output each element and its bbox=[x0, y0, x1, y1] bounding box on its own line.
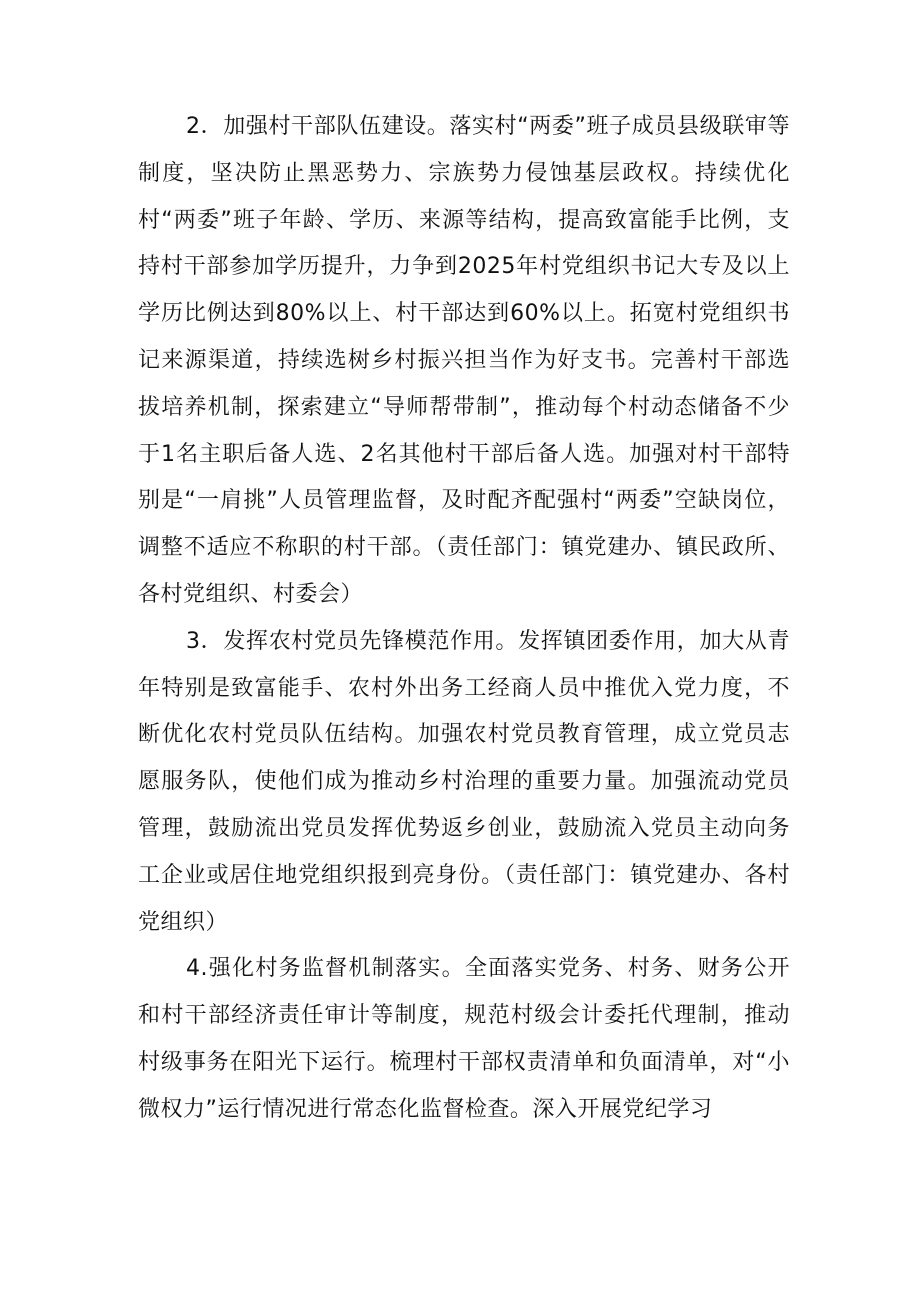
document-body bbox=[138, 104, 790, 1134]
paragraph-4: 4.强化村务监督机制落实。全面落实党务、村务、财务公开和村干部经济责任审计等制度，规范村级会计委托代理制，推动村级事务在阳光下运行。梳理村干部权责清单和负面清单，对“小微权力”运行情况进行常态化监督检查。深入开展党纪学习 bbox=[138, 956, 790, 1122]
paragraph-2: 2．加强村干部队伍建设。落实村“两委”班子成员县级联审等制度，坚决防止黑恶势力、宗族势力侵蚀基层政权。持续优化村“两委”班子年龄、学历、来源等结构，提高致富能手比例，支持村干部参加学历提升，力争到2025年村党组织书记大专及以上学历比例达到80%以上、村干部达到60%以上。拓宽村党组织书记来源渠道，持续选树乡村振兴担当作为好支书。完善村干部选拔培养机制，探索建立“导师帮带制”，推动每个村动态储备不少于1名主职后备人选、2名其他村干部后备人选。加强对村干部特别是“一肩挑”人员管理监督，及时配齐配强村“两委”空缺岗位，调整不适应不称职的村干部。（责任部门：镇党建办、镇民政所、各村党组织、村委会） bbox=[138, 114, 790, 607]
paragraph-3: 3．发挥农村党员先锋模范作用。发挥镇团委作用，加大从青年特别是致富能手、农村外出务工经商人员中推优入党力度，不断优化农村党员队伍结构。加强农村党员教育管理，成立党员志愿服务队，使他们成为推动乡村治理的重要力量。加强流动党员管理，鼓励流出党员发挥优势返乡创业，鼓励流入党员主动向务工企业或居住地党组织报到亮身份。（责任部门：镇党建办、各村党组织） bbox=[138, 628, 790, 935]
